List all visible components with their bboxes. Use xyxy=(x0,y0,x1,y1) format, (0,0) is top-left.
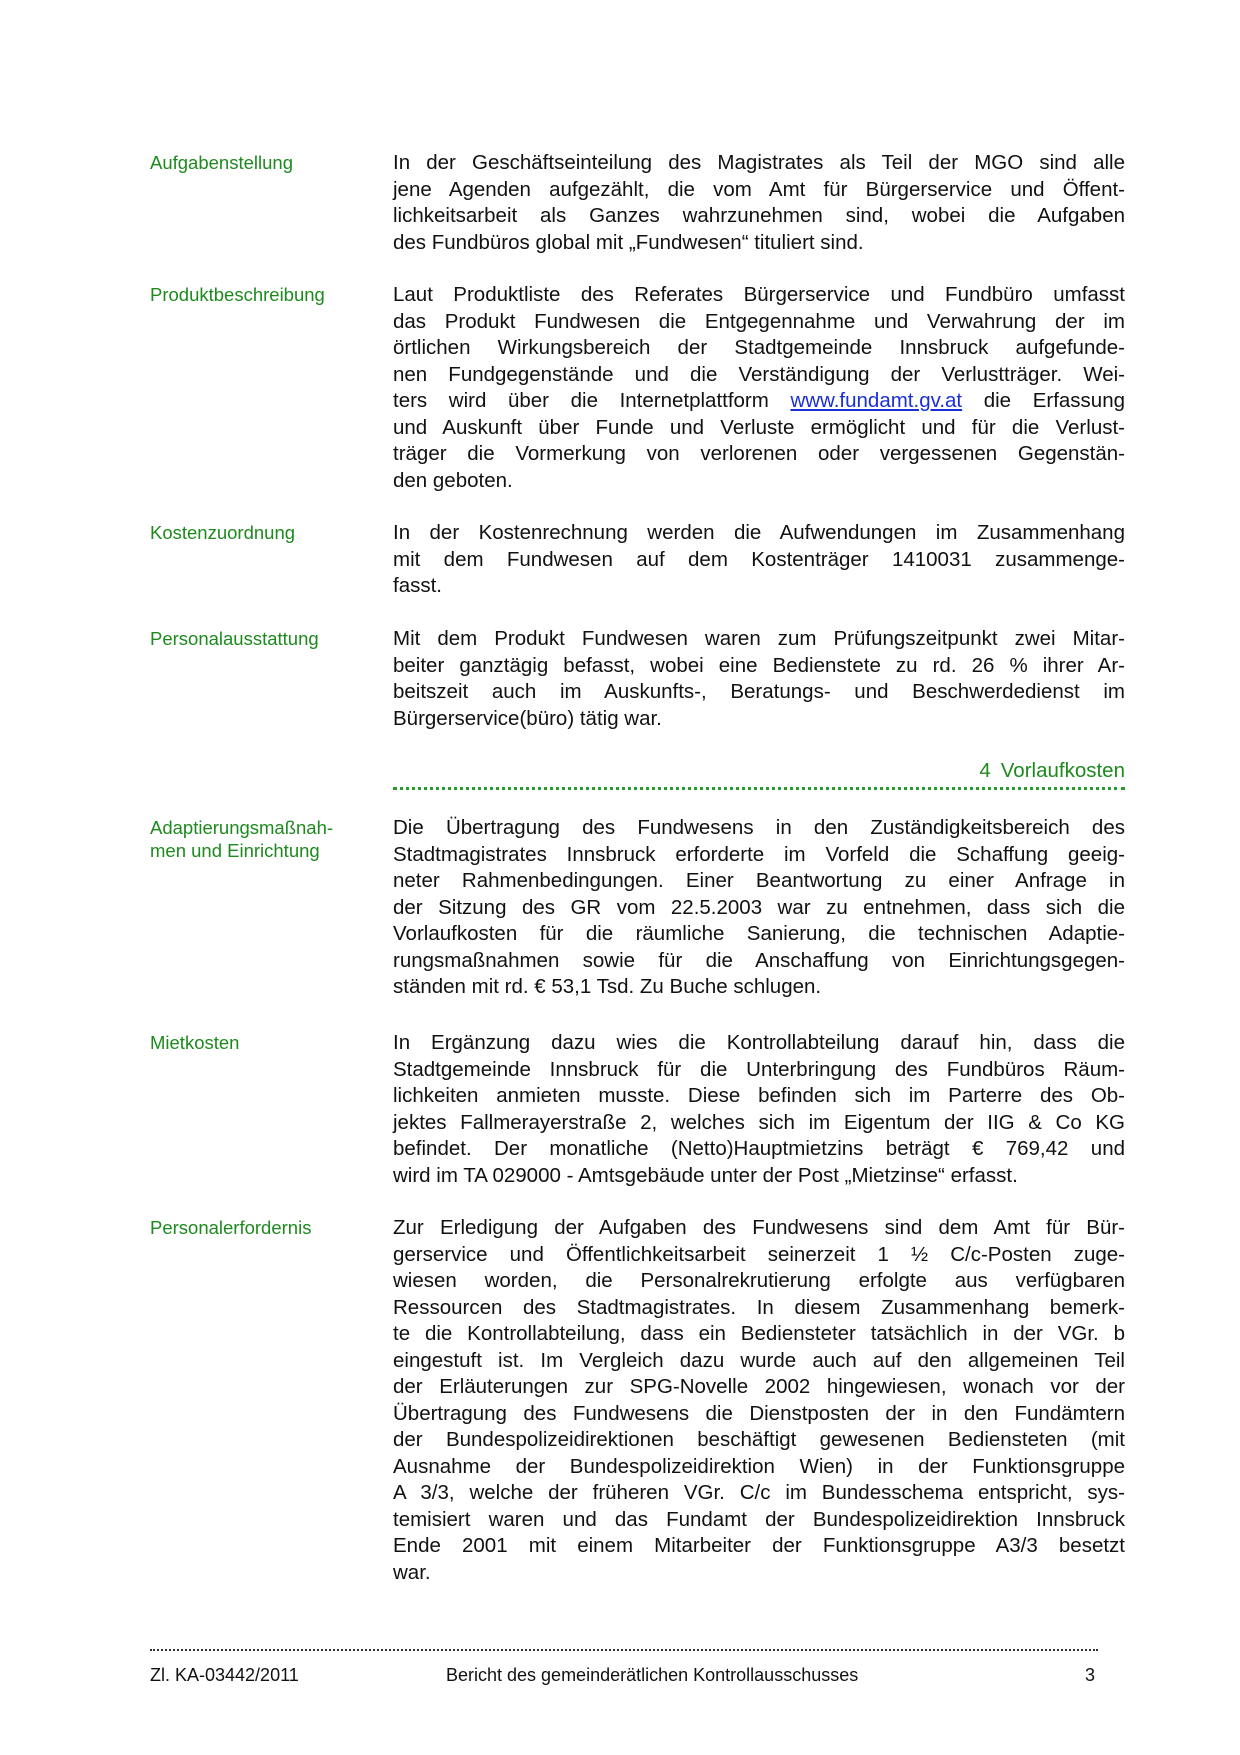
margin-label: Personalerfordernis xyxy=(150,1217,312,1238)
text-line: der Bundespolizeidirektionen beschäftigt gewesenen Bediensteten (mit xyxy=(393,1428,1125,1451)
text-line: Bürgerservice(büro) tätig war. xyxy=(393,706,662,730)
text-line: beitszeit auch im Auskunfts-, Beratungs- und Beschwerdedienst im xyxy=(393,680,1125,703)
text-fragment: ters wird über die Internetplattform xyxy=(393,389,791,412)
text-line: Mit dem Produkt Fundwesen waren zum Prüfungszeitpunkt zwei Mitar- xyxy=(393,627,1125,650)
text-line: lichkeitsarbeit als Ganzes wahrzunehmen sind, wobei die Aufgaben xyxy=(393,204,1125,227)
text-line: und Auskunft über Funde und Verluste ermöglicht und für die Verlust- xyxy=(393,415,1125,439)
text-line: gerservice und Öffentlichkeitsarbeit seinerzeit 1 ½ C/c-Posten zuge- xyxy=(393,1242,1125,1266)
text-line: wird im TA 029000 - Amtsgebäude unter der Post „Mietzinse“ erfasst. xyxy=(393,1163,1018,1187)
text-line: des Fundbüros global mit „Fundwesen“ tituliert sind. xyxy=(393,230,864,254)
heading-number: 4 xyxy=(979,759,991,782)
text-line: beiter ganztägig befasst, wobei eine Bedienstete zu rd. 26 % ihrer Ar- xyxy=(393,653,1125,677)
text-line: Stadtmagistrates Innsbruck erforderte im Vorfeld die Schaffung geeig- xyxy=(393,842,1125,866)
text-line: mit dem Fundwesen auf dem Kostenträger 1410031 zusammenge- xyxy=(393,547,1125,571)
text-line: Laut Produktliste des Referates Bürgerservice und Fundbüro umfasst xyxy=(393,283,1125,306)
text-fragment: die Erfassung xyxy=(962,389,1125,412)
text-line: den geboten. xyxy=(393,468,513,492)
text-line: Übertragung des Fundwesens die Dienstposten der in den Fundämtern xyxy=(393,1401,1125,1425)
text-line: befindet. Der monatliche (Netto)Hauptmietzins beträgt € 769,42 und xyxy=(393,1137,1125,1160)
text-line: nen Fundgegenstände und die Verständigung der Verlustträger. Wei- xyxy=(393,362,1125,386)
text-line: Zur Erledigung der Aufgaben des Fundwesens sind dem Amt für Bür- xyxy=(393,1216,1125,1239)
margin-label: Produktbeschreibung xyxy=(150,284,325,305)
text-line: Die Übertragung des Fundwesens in den Zuständigkeitsbereich des xyxy=(393,816,1125,839)
text-line: A 3/3, welche der früheren VGr. C/c im Bundesschema entspricht, sys- xyxy=(393,1481,1125,1504)
text-line: der Sitzung des GR vom 22.5.2003 war zu entnehmen, dass sich die xyxy=(393,895,1125,919)
label-line: Adaptierungsmaßnah- xyxy=(150,817,334,838)
text-line: der Erläuterungen zur SPG-Novelle 2002 hingewiesen, wonach vor der xyxy=(393,1375,1125,1398)
text-line: Stadtgemeinde Innsbruck für die Unterbringung des Fundbüros Räum- xyxy=(393,1057,1125,1081)
paragraph xyxy=(393,1215,1125,1586)
text-line: Ausnahme der Bundespolizeidirektion Wien) in der Funktionsgruppe xyxy=(393,1454,1125,1478)
text-line: örtlichen Wirkungsbereich der Stadtgemeinde Innsbruck aufgefunde- xyxy=(393,336,1125,359)
paragraph xyxy=(393,150,1125,256)
margin-label: Aufgabenstellung xyxy=(150,152,293,173)
text-line: träger die Vormerkung von verlorenen oder vergessenen Gegenstän- xyxy=(393,442,1125,465)
footer-reference: Zl. KA-03442/2011 xyxy=(150,1665,299,1685)
text-line: neter Rahmenbedingungen. Einer Beantwortung zu einer Anfrage in xyxy=(393,869,1125,892)
text-line: Vorlaufkosten für die räumliche Sanierung, die technischen Adaptie- xyxy=(393,922,1125,945)
fundamt-link[interactable]: www.fundamt.gv.at xyxy=(790,389,963,412)
text-line: jektes Fallmerayerstraße 2, welches sich im Eigentum der IIG & Co KG xyxy=(393,1110,1125,1134)
margin-label: Kostenzuordnung xyxy=(150,522,296,543)
text-line: das Produkt Fundwesen die Entgegennahme und Verwahrung der im xyxy=(393,309,1125,333)
margin-label xyxy=(150,817,375,862)
text-line: lichkeiten anmieten musste. Diese befinden sich im Parterre des Ob- xyxy=(393,1084,1125,1107)
text-line: jene Agenden aufgezählt, die vom Amt für Bürgerservice und Öffent- xyxy=(393,177,1125,201)
text-line: In der Geschäftseinteilung des Magistrates als Teil der MGO sind alle xyxy=(393,151,1125,174)
paragraph xyxy=(393,282,1125,494)
text-line: temisiert waren und das Fundamt der Bundespolizeidirektion Innsbruck xyxy=(393,1507,1125,1531)
paragraph xyxy=(393,1030,1125,1189)
text-line-with-link xyxy=(393,388,1125,415)
text-line: Ressourcen des Stadtmagistrates. In diesem Zusammenhang bemerk- xyxy=(393,1295,1125,1319)
text-line: te die Kontrollabteilung, dass ein Bediensteter tatsächlich in der VGr. b xyxy=(393,1322,1125,1345)
heading-title: Vorlaufkosten xyxy=(1000,759,1125,782)
paragraph xyxy=(393,520,1125,600)
text-line: Ende 2001 mit einem Mitarbeiter der Funktionsgruppe A3/3 besetzt xyxy=(393,1534,1125,1557)
margin-label: Mietkosten xyxy=(150,1032,240,1053)
text-line: rungsmaßnahmen sowie für die Anschaffung von Einrichtungsgegen- xyxy=(393,948,1125,972)
text-line: In der Kostenrechnung werden die Aufwendungen im Zusammenhang xyxy=(393,521,1125,544)
text-line: wiesen worden, die Personalrekrutierung erfolgte aus verfügbaren xyxy=(393,1269,1125,1292)
heading-dotted-rule xyxy=(393,787,1125,790)
text-line: In Ergänzung dazu wies die Kontrollabteilung darauf hin, dass die xyxy=(393,1031,1125,1054)
text-line: ständen mit rd. € 53,1 Tsd. Zu Buche schlugen. xyxy=(393,975,822,998)
text-line: fasst. xyxy=(393,574,442,597)
margin-label: Personalausstattung xyxy=(150,628,319,649)
paragraph xyxy=(393,626,1125,732)
footer-title: Bericht des gemeinderätlichen Kontrollausschusses xyxy=(446,1665,859,1685)
label-line: men und Einrichtung xyxy=(150,839,320,861)
page-number: 3 xyxy=(1085,1665,1096,1685)
section-heading xyxy=(393,758,1125,784)
text-line: eingestuft ist. Im Vergleich dazu wurde auch auf den allgemeinen Teil xyxy=(393,1348,1125,1372)
text-line: war. xyxy=(393,1560,431,1584)
paragraph xyxy=(393,815,1125,1001)
footer-dotted-rule xyxy=(150,1649,1098,1651)
